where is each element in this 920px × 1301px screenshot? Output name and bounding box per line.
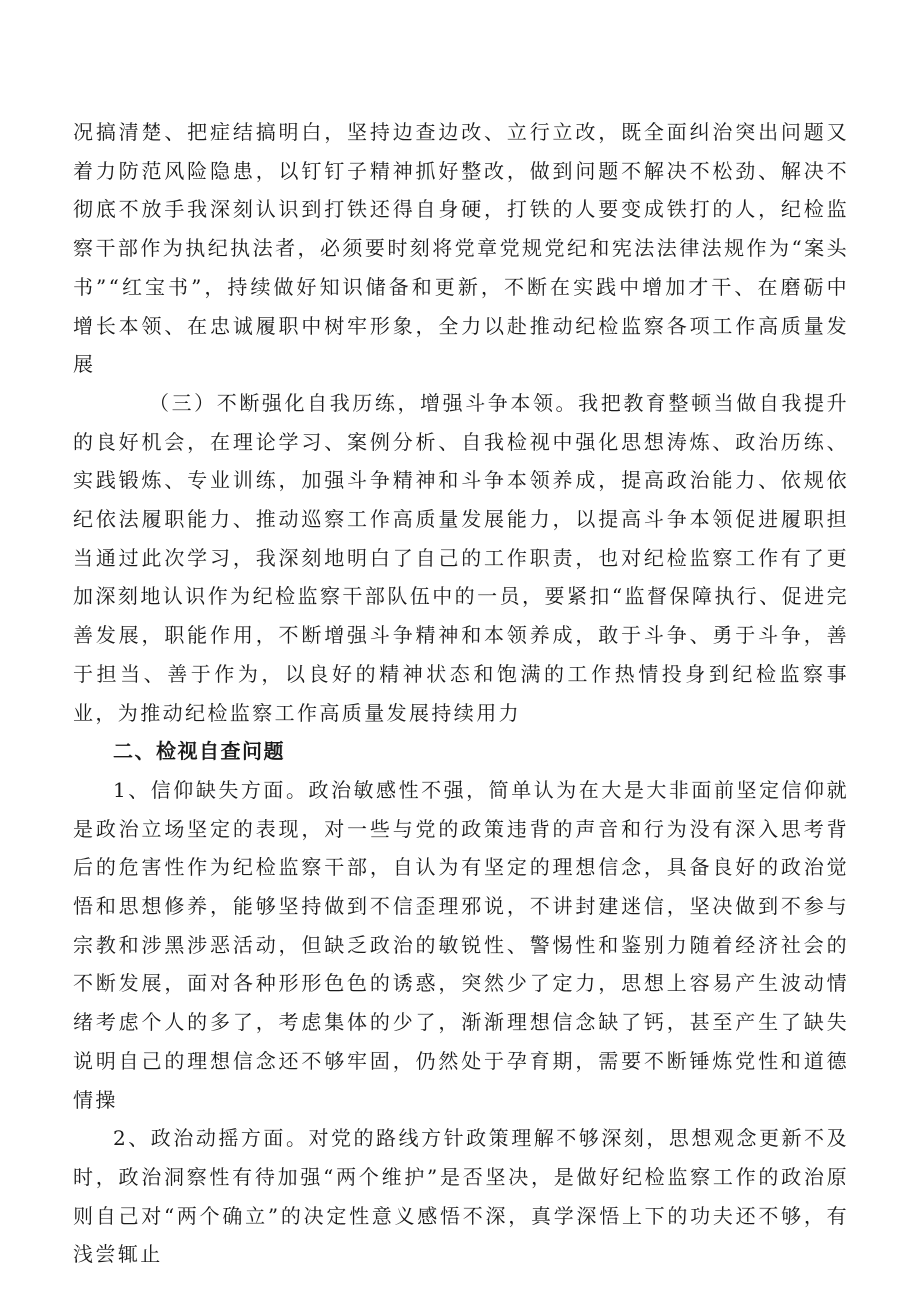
paragraph-section-three: （三）不断强化自我历练，增强斗争本领。我把教育整顿当做自我提升的良好机会，在理论学习、案例分析、自我检视中强化思想涛炼、政治历练、实践锻炼、专业训练，加强斗争精神和斗争本领养成，提高政治能力、依规依纪依法履职能力、推动巡察工作高质量发展能力，以提高斗争本领促进履职担当通过此次学习，我深刻地明白了自己的工作职责，也对纪检监察工作有了更加深刻地认识作为纪检监察干部队伍中的一员，要紧扣“监督保障执行、促进完善发展，职能作用，不断增强斗争精神和本领养成，敢于斗争、勇于斗争，善于担当、善于作为，以良好的精神状态和饱满的工作热情投身到纪检监察事业，为推动纪检监察工作高质量发展持续用力 xyxy=(73,390,849,725)
paragraph-item-1: 1、信仰缺失方面。政治敏感性不强，简单认为在大是大非面前坚定信仰就是政治立场坚定的表现，对一些与党的政策违背的声音和行为没有深入思考背后的危害性作为纪检监察干部，自认为有坚定的理想信念，具备良好的政治觉悟和思想修养，能够坚持做到不信歪理邪说，不讲封建迷信，坚决做到不参与宗教和涉黑涉恶活动，但缺乏政治的敏锐性、警惕性和鉴别力随着经济社会的不断发展，面对各种形形色色的诱惑，突然少了定力，思想上容易产生波动情绪考虑个人的多了，考虑集体的少了，渐渐理想信念缺了钙，甚至产生了缺失说明自己的理想信念还不够牢固，仍然处于孕育期，需要不断锤炼党性和道德情操 xyxy=(73,777,849,1112)
paragraph-item-2: 2、政治动摇方面。对党的路线方针政策理解不够深刻，思想观念更新不及时，政治洞察性有待加强“两个维护”是否坚决，是做好纪检监察工作的政治原则自己对“两个确立”的决定性意义感悟不深，真学深悟上下的功夫还不够，有浅尝辄止 xyxy=(73,1126,849,1267)
section-heading: 二、检视自查问题 xyxy=(113,739,285,764)
document-page xyxy=(73,113,849,1274)
paragraph-continuation: 况搞清楚、把症结搞明白，坚持边查边改、立行立改，既全面纠治突出问题又着力防范风险隐患，以钉钉子精神抓好整改，做到问题不解决不松劲、解决不彻底不放手我深刻认识到打铁还得自身硬，打铁的人要变成铁打的人，纪检监察干部作为执纪执法者，必须要时刻将党章党规党纪和宪法法律法规作为“案头书”“红宝书”，持续做好知识储备和更新，不断在实践中增加才干、在磨砺中增长本领、在忠诚履职中树牢形象，全力以赴推动纪检监察各项工作高质量发展 xyxy=(73,120,849,377)
